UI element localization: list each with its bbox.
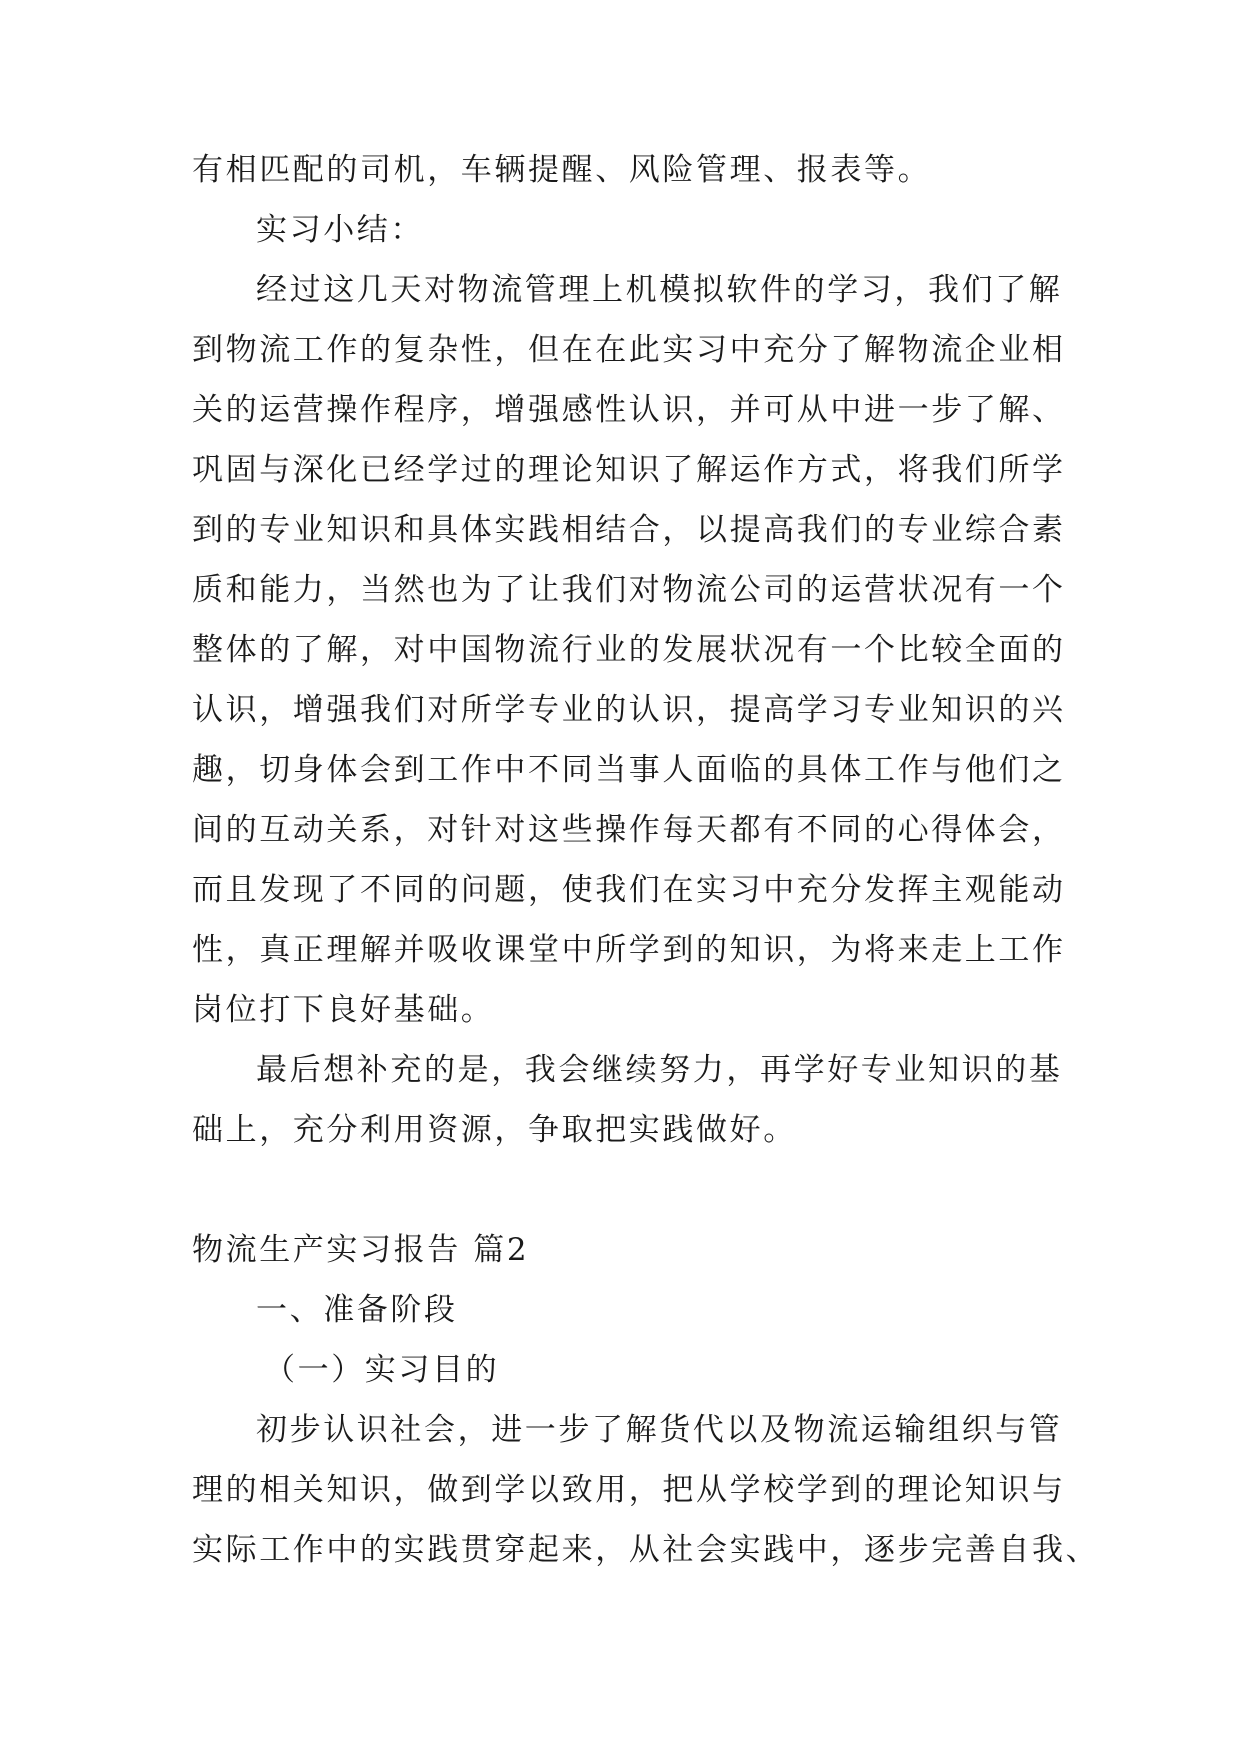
paragraph-line: 岗位打下良好基础。 <box>192 992 495 1028</box>
paragraph-line: 关的运营操作程序，增强感性认识，并可从中进一步了解、 <box>192 392 1066 428</box>
paragraph-line: 间的互动关系，对针对这些操作每天都有不同的心得体会， <box>192 812 1066 848</box>
paragraph-line: 初步认识社会，进一步了解货代以及物流运输组织与管 <box>256 1412 1063 1448</box>
article-heading: 物流生产实习报告 篇2 <box>192 1232 530 1268</box>
paragraph-line: 质和能力，当然也为了让我们对物流公司的运营状况有一个 <box>192 572 1066 608</box>
paragraph-line: 经过这几天对物流管理上机模拟软件的学习，我们了解 <box>256 272 1063 308</box>
section-heading: 实习小结： <box>256 212 424 248</box>
paragraph-line: 巩固与深化已经学过的理论知识了解运作方式，将我们所学 <box>192 452 1066 488</box>
paragraph-line: 最后想补充的是，我会继续努力，再学好专业知识的基 <box>256 1052 1063 1088</box>
paragraph-line: 性，真正理解并吸收课堂中所学到的知识，为将来走上工作 <box>192 932 1066 968</box>
paragraph-line: 整体的了解，对中国物流行业的发展状况有一个比较全面的 <box>192 632 1066 668</box>
paragraph-line: 有相匹配的司机，车辆提醒、风险管理、报表等。 <box>192 152 932 188</box>
paragraph-line: 实际工作中的实践贯穿起来，从社会实践中，逐步完善自我、 <box>192 1532 1100 1568</box>
paragraph-line: 到的专业知识和具体实践相结合，以提高我们的专业综合素 <box>192 512 1066 548</box>
paragraph-line: 认识，增强我们对所学专业的认识，提高学习专业知识的兴 <box>192 692 1066 728</box>
paragraph-line: 趣，切身体会到工作中不同当事人面临的具体工作与他们之 <box>192 752 1066 788</box>
section-heading: 一、准备阶段 <box>256 1292 458 1328</box>
paragraph-line: 础上，充分利用资源，争取把实践做好。 <box>192 1112 797 1148</box>
paragraph-line: 到物流工作的复杂性，但在在此实习中充分了解物流企业相 <box>192 332 1066 368</box>
paragraph-line: 而且发现了不同的问题，使我们在实习中充分发挥主观能动 <box>192 872 1066 908</box>
paragraph-line: 理的相关知识，做到学以致用，把从学校学到的理论知识与 <box>192 1472 1066 1508</box>
subsection-heading: （一）实习目的 <box>264 1352 500 1388</box>
